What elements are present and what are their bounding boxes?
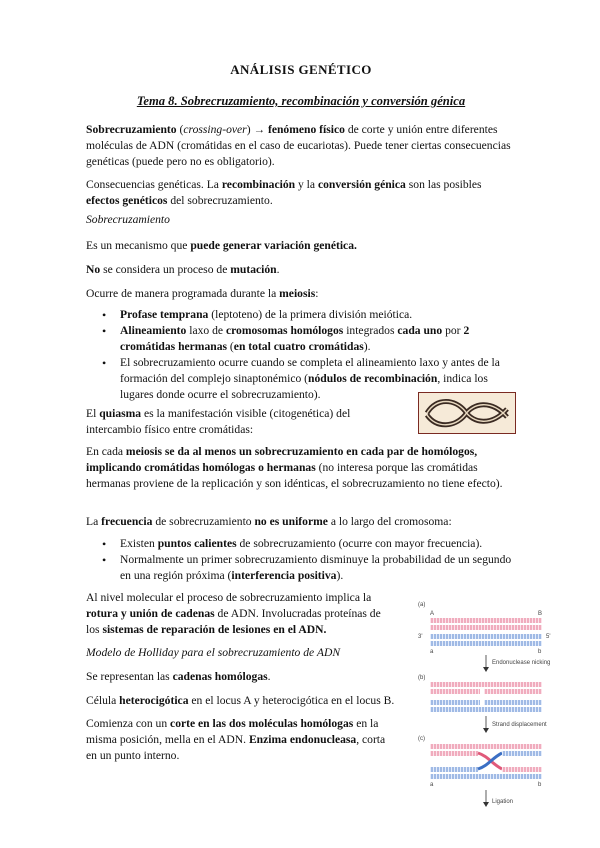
strand-blue-a1 <box>430 634 542 639</box>
meiosis-list <box>86 307 516 403</box>
strand-blue-c1 <box>430 767 478 772</box>
strand-pink-b2 <box>430 689 480 694</box>
label-b-c: b <box>538 782 542 788</box>
paragraph-meiosis: Ocurre de manera programada durante la meiosis: <box>86 287 319 300</box>
strand-blue-c2 <box>502 751 542 756</box>
list-item: • Profase temprana (leptoteno) de la primera división meiótica. <box>86 307 516 323</box>
panel-c-label: (c) <box>418 736 425 742</box>
strand-pink-c3 <box>502 767 542 772</box>
strand-blue-a2 <box>430 641 542 646</box>
label-a-a: a <box>430 649 434 655</box>
document-subtitle: Tema 8. Sobrecruzamiento, recombinación y conversión génica <box>136 94 466 108</box>
label-a-c: a <box>430 782 434 788</box>
paragraph-endonuclease: Comienza con un corte en las dos moléculas homólogas en la misma posición, mella en el ADN. Enzima endonucleasa, corta en un punto interno. <box>86 717 386 762</box>
paragraph-meiosis-crossing: En cada meiosis se da al menos un sobrecruzamiento en cada par de homólogos, implicando cromátidas homólogas o hermanas (no interesa porque las cromátidas hermanas proviene de la replicación y son idénticas, el sobrecruzamiento no tiene efecto). <box>86 445 503 490</box>
list-item: • Existen puntos calientes de sobrecruzamiento (ocurre con mayor frecuencia). <box>86 536 516 552</box>
paragraph-homologous-strands: Se representan las cadenas homólogas. <box>86 670 271 683</box>
label-3p: 3' <box>418 634 423 640</box>
strand-blue-b2 <box>484 700 542 705</box>
label-B-a: B <box>538 611 543 617</box>
step-displacement-label: Strand displacement <box>492 722 547 728</box>
section-heading-sobrecruzamiento: Sobrecruzamiento <box>86 213 170 226</box>
paragraph-variation: Es un mecanismo que puede generar variación genética. <box>86 239 357 252</box>
strand-pink-a1 <box>430 618 542 623</box>
section-heading-holliday: Modelo de Holliday para el sobrecruzamiento de ADN <box>86 646 341 659</box>
panel-a-label: (a) <box>418 602 426 608</box>
strand-blue-b1 <box>430 700 480 705</box>
frequency-list <box>86 536 516 584</box>
paragraph-frequency: La frecuencia de sobrecruzamiento no es uniforme a lo largo del cromosoma: <box>86 515 452 528</box>
label-A-a: A <box>430 611 435 617</box>
strand-pink-b1 <box>430 682 542 687</box>
paragraph-definition: Sobrecruzamiento (crossing-over) → fenómeno físico de corte y unión entre diferentes moléculas de ADN (cromátidas en el caso de eucariotas). Puede tener ciertas consecuencias genéticas (puede pero no es obligatorio). <box>86 123 511 168</box>
paragraph-chiasma: El quiasma es la manifestación visible (citogenética) del intercambio físico entre cromátidas: <box>86 407 351 436</box>
label-5p: 5' <box>546 634 551 640</box>
panel-b-label: (b) <box>418 675 426 681</box>
paragraph-heterozygous: Célula heterocigótica en el locus A y heterocigótica en el locus B. <box>86 694 395 707</box>
document-title: ANÁLISIS GENÉTICO <box>230 62 372 77</box>
list-item: • Alineamiento laxo de cromosomas homólogos integrados cada uno por 2 cromátidas hermanas (en total cuatro cromátidas). <box>86 323 516 355</box>
holliday-figure <box>416 598 556 820</box>
label-b-a: b <box>538 649 542 655</box>
paragraph-consequences: Consecuencias genéticas. La recombinación y la conversión génica son las posibles efectos genéticos del sobrecruzamiento. <box>86 178 482 207</box>
strand-pink-c1 <box>430 744 542 749</box>
strand-pink-b3 <box>484 689 542 694</box>
paragraph-molecular: Al nivel molecular el proceso de sobrecruzamiento implica la rotura y unión de cadenas de ADN. Involucradas proteínas de los sistemas de reparación de lesiones en el ADN. <box>86 591 381 636</box>
step-ligation-label: Ligation <box>492 799 514 805</box>
list-item: • Normalmente un primer sobrecruzamiento disminuye la probabilidad de un segundo en una región próxima (interferencia positiva). <box>86 552 516 584</box>
strand-pink-a2 <box>430 625 542 630</box>
strand-blue-b3 <box>430 707 542 712</box>
strand-pink-c2 <box>430 751 478 756</box>
step-nicking-label: Endonuclease nicking <box>492 660 551 666</box>
chiasma-image <box>418 392 516 434</box>
paragraph-mutation: No se considera un proceso de mutación. <box>86 263 280 276</box>
list-item: • El sobrecruzamiento ocurre cuando se completa el alineamiento laxo y antes de la formación del complejo sinaptonémico (nódulos de recombinación, indica los lugares donde ocurre el sobrecruzamiento). <box>86 355 516 403</box>
strand-blue-c3 <box>430 774 542 779</box>
